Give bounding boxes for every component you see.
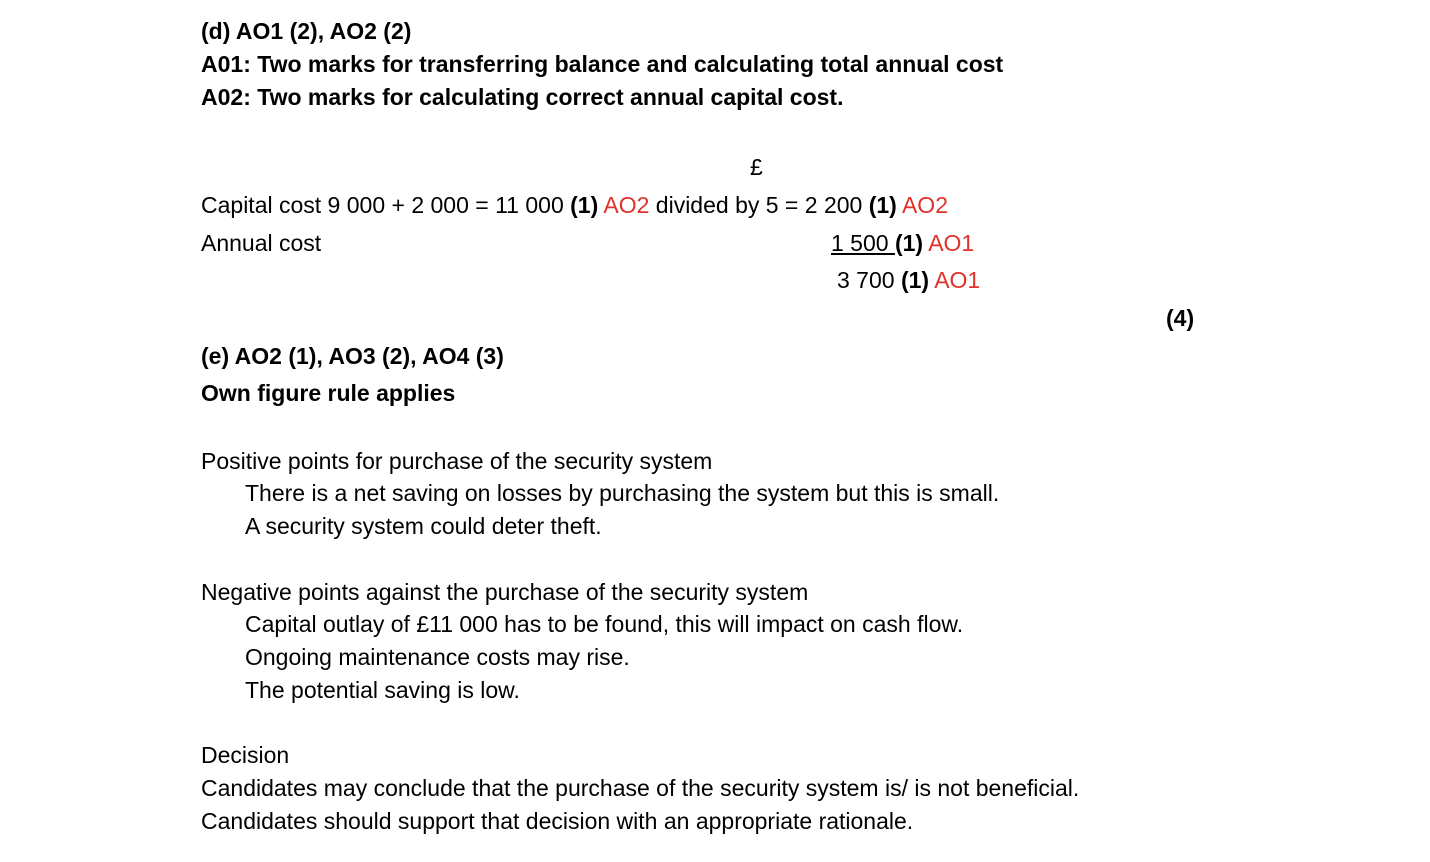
negative-heading: Negative points against the purchase of the security system [201,579,809,605]
positive-point-1: There is a net saving on losses by purchasing the system but this is small. [245,480,1000,506]
marks-total: (4) [1166,305,1195,331]
positive-point-2: A security system could deter theft. [245,513,602,539]
capital-cost-mark-1: (1) [570,192,599,218]
positive-heading: Positive points for purchase of the security system [201,448,713,474]
negative-point-3: The potential saving is low. [245,677,520,703]
decision-heading: Decision [201,742,290,768]
annual-cost-label: Annual cost [201,230,322,256]
annual-cost-mark: (1) [894,230,924,256]
capital-cost-label: Capital cost 9 000 + 2 000 = 11 000 [201,192,571,218]
capital-cost-middle: divided by 5 = 2 200 [649,192,869,218]
part-d-criteria-2: A02: Two marks for calculating correct annual capital cost. [201,84,844,110]
part-e-rule: Own figure rule applies [201,380,456,406]
negative-point-1: Capital outlay of £11 000 has to be found, this will impact on cash flow. [245,611,964,637]
capital-cost-ao-1: AO2 [603,192,650,218]
annual-cost-value-line [831,229,974,257]
decision-line-2: Candidates should support that decision with an appropriate rationale. [201,808,914,834]
negative-point-2: Ongoing maintenance costs may rise. [245,644,630,670]
currency-symbol: £ [750,154,763,180]
part-e-heading: (e) AO2 (1), AO3 (2), AO4 (3) [201,343,504,369]
capital-cost-ao-2: AO2 [901,192,948,218]
capital-cost-line [201,191,948,219]
capital-cost-mark-2: (1) [868,192,897,218]
total-mark: (1) [900,267,930,293]
part-d-criteria-1: A01: Two marks for transferring balance and calculating total annual cost [201,51,1004,77]
total-value: 3 700 [837,267,901,293]
total-ao: AO1 [934,267,981,293]
decision-line-1: Candidates may conclude that the purchase of the security system is/ is not beneficial. [201,775,1080,801]
annual-cost-ao: AO1 [928,230,975,256]
part-d-heading: (d) AO1 (2), AO2 (2) [201,18,412,44]
total-line [837,266,980,294]
annual-cost-value: 1 500 [831,230,895,256]
